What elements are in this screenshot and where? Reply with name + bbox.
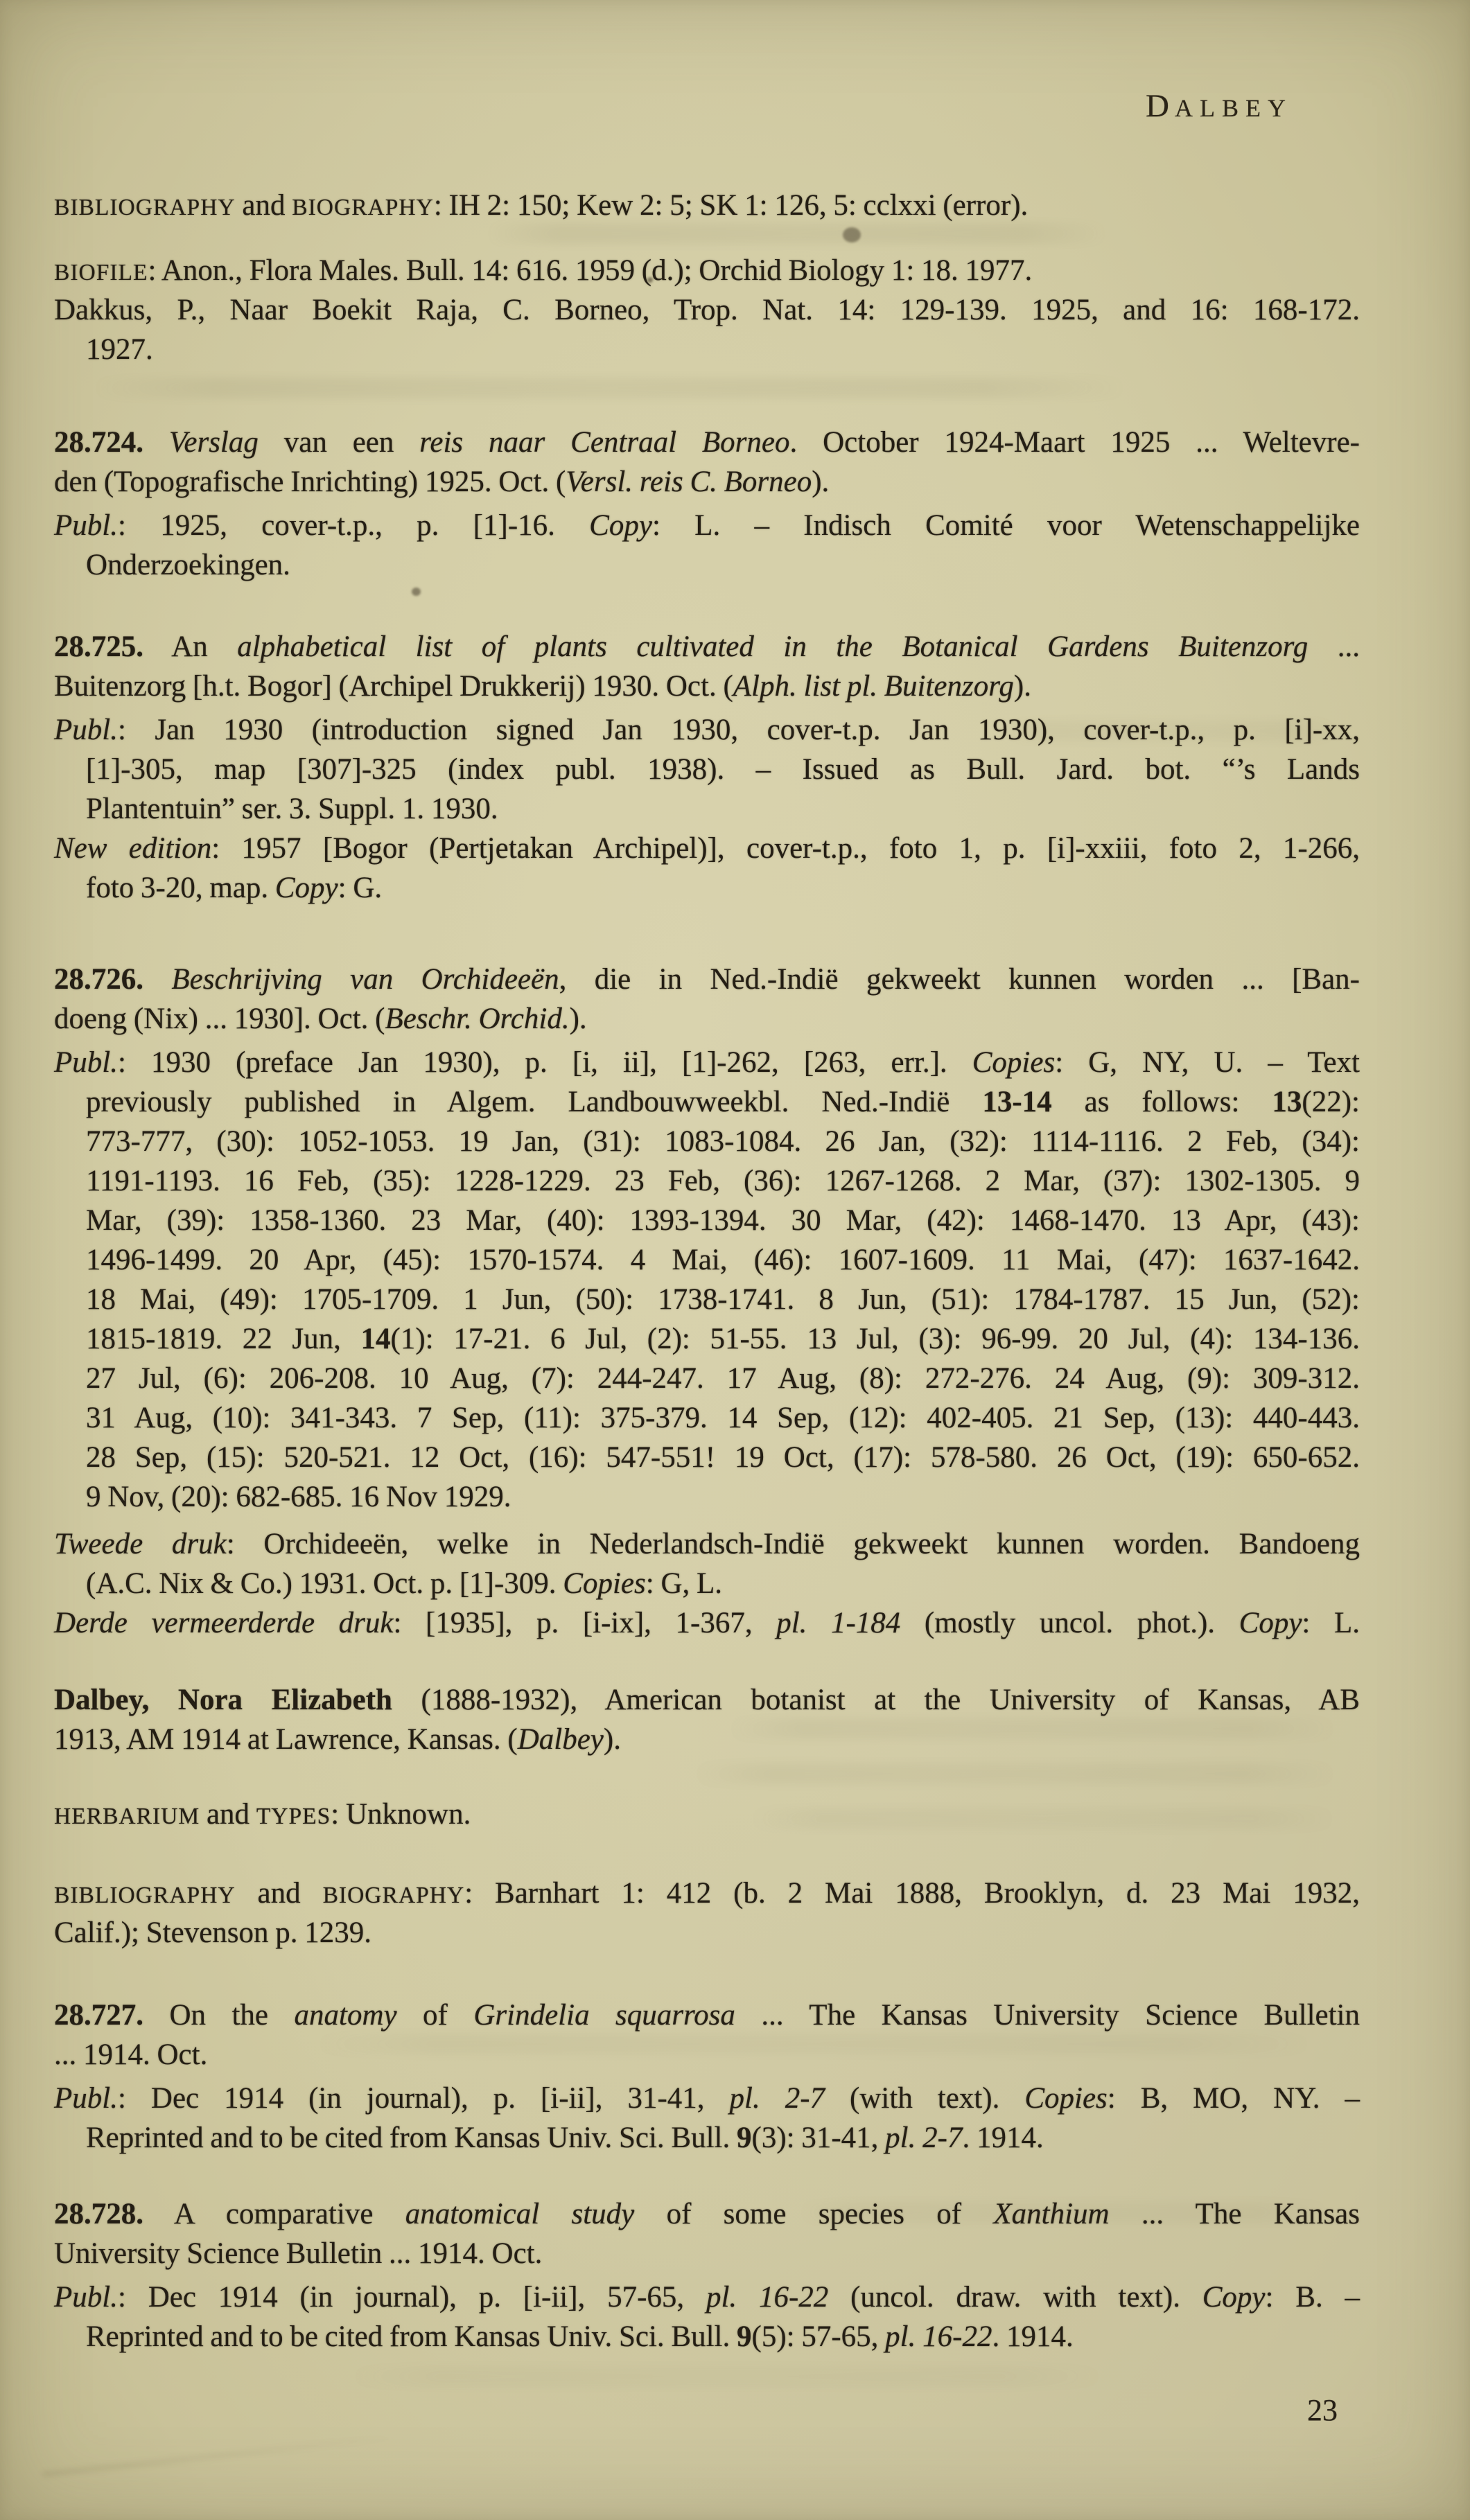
entry-28724-title-2: den (Topografische Inrichting) 1925. Oct. (Versl. reis C. Borneo). [54,466,830,498]
entry-28726-derde: Derde vermeerderde druk: [1935], p. [i-ix], 1-367, pl. 1-184 (mostly uncol. phot.). Copy: L. [54,1607,1360,1639]
page-number: 23 [1307,2393,1338,2427]
entry-28726-title-2: doeng (Nix) ... 1930]. Oct. (Beschr. Orchid.). [54,1003,587,1035]
entry-28726-publ-6: 1496-1499. 20 Apr, (45): 1570-1574. 4 Mai, (46): 1607-1609. 11 Mai, (47): 1637-1642. [86,1244,1360,1276]
entry-28726-publ-2: previously published in Algem. Landbouwweekbl. Ned.-Indië 13-14 as follows: 13(22): [86,1086,1360,1118]
entry-28724-publ-2: Onderzoekingen. [86,549,290,581]
entry-28726-publ-8: 1815-1819. 22 Jun, 14(1): 17-21. 6 Jul, (2): 51-55. 13 Jul, (3): 96-99. 20 Jul, (4): 134-136. [86,1323,1360,1355]
running-head-rest: ALBEY [1175,94,1293,122]
entry-28728-publ-1: Publ.: Dec 1914 (in journal), p. [i-ii], 57-65, pl. 16-22 (uncol. draw. with text). Copy: B. – [54,2281,1360,2314]
entry-28724-publ-1: Publ.: 1925, cover-t.p., p. [1]-16. Copy: L. – Indisch Comité voor Wetenschappelijke [54,509,1360,542]
entry-28726-publ-7: 18 Mai, (49): 1705-1709. 1 Jun, (50): 1738-1741. 8 Jun, (51): 1784-1787. 15 Jun, (52): [86,1283,1360,1316]
herbarium-line: HERBARIUM and TYPES: Unknown. [54,1798,471,1831]
entry-28726-title-1: 28.726. Beschrijving van Orchideeën, die in Ned.-Indië gekweekt kunnen worden ... [Ban- [54,963,1360,996]
entry-28725-publ-2: [1]-305, map [307]-325 (index publ. 1938). – Issued as Bull. Jard. bot. “’s Lands [86,753,1360,786]
entry-28727-title-2: ... 1914. Oct. [54,2038,208,2071]
entry-28725-newed-1: New edition: 1957 [Bogor (Pertjetakan Archipel)], cover-t.p., foto 1, p. [i]-xxiii, foto 2, 1-266, [54,832,1360,865]
biofile-line-2: Dakkus, P., Naar Boekit Raja, C. Borneo, Trop. Nat. 14: 129-139. 1925, and 16: 168-172. [54,294,1360,326]
person-dalbey-line-2: 1913, AM 1914 at Lawrence, Kansas. (Dalbey). [54,1723,621,1756]
entry-28726-tweede-2: (A.C. Nix & Co.) 1931. Oct. p. [1]-309. Copies: G, L. [86,1567,723,1600]
bibliography-line: BIBLIOGRAPHY and BIOGRAPHY: IH 2: 150; Kew 2: 5; SK 1: 126, 5: cclxxi (error). [54,189,1029,222]
entry-28727-publ-2: Reprinted and to be cited from Kansas Univ. Sci. Bull. 9(3): 31-41, pl. 2-7. 1914. [86,2122,1044,2154]
entry-28726-publ-1: Publ.: 1930 (preface Jan 1930), p. [i, ii], [1]-262, [263, err.]. Copies: G, NY, U. – Text [54,1046,1360,1079]
entry-28728-title-1: 28.728. A comparative anatomical study of some species of Xanthium ... The Kansas [54,2198,1360,2230]
entry-28726-publ-10: 31 Aug, (10): 341-343. 7 Sep, (11): 375-379. 14 Sep, (12): 402-405. 21 Sep, (13): 440-443. [86,1402,1360,1434]
entry-28728-publ-2: Reprinted and to be cited from Kansas Univ. Sci. Bull. 9(5): 57-65, pl. 16-22. 1914. [86,2320,1074,2353]
entry-28726-publ-4: 1191-1193. 16 Feb, (35): 1228-1229. 23 Feb, (36): 1267-1268. 2 Mar, (37): 1302-1305. 9 [86,1165,1360,1197]
biofile-line-1: BIOFILE: Anon., Flora Males. Bull. 14: 616. 1959 (d.); Orchid Biology 1: 18. 1977. [54,254,1033,287]
bibliography2-line-2: Calif.); Stevenson p. 1239. [54,1917,372,1949]
person-dalbey-line-1: Dalbey, Nora Elizabeth (1888-1932), American botanist at the University of Kansas, AB [54,1684,1360,1716]
entry-28726-publ-5: Mar, (39): 1358-1360. 23 Mar, (40): 1393-1394. 30 Mar, (42): 1468-1470. 13 Apr, (43): [86,1204,1360,1237]
entry-28725-publ-1: Publ.: Jan 1930 (introduction signed Jan 1930, cover-t.p. Jan 1930), cover-t.p., p. [i]-xx, [54,714,1360,746]
entry-28725-newed-2: foto 3-20, map. Copy: G. [86,872,383,904]
entry-28726-publ-11: 28 Sep, (15): 520-521. 12 Oct, (16): 547-551! 19 Oct, (17): 578-580. 26 Oct, (19): 650-652. [86,1441,1360,1474]
entry-28726-publ-9: 27 Jul, (6): 206-208. 10 Aug, (7): 244-247. 17 Aug, (8): 272-276. 24 Aug, (9): 309-312. [86,1362,1360,1395]
entry-28727-title-1: 28.727. On the anatomy of Grindelia squarrosa ... The Kansas University Science Bulletin [54,1999,1360,2032]
bibliography2-line-1: BIBLIOGRAPHY and BIOGRAPHY: Barnhart 1: 412 (b. 2 Mai 1888, Brooklyn, d. 23 Mai 1932, [54,1877,1360,1910]
entry-28727-publ-1: Publ.: Dec 1914 (in journal), p. [i-ii], 31-41, pl. 2-7 (with text). Copies: B, MO, NY. – [54,2082,1360,2115]
text-column [54,0,1360,2520]
entry-28726-publ-3: 773-777, (30): 1052-1053. 19 Jan, (31): 1083-1084. 26 Jan, (32): 1114-1116. 2 Feb, (34): [86,1125,1360,1158]
entry-28725-publ-3: Plantentuin” ser. 3. Suppl. 1. 1930. [86,793,498,825]
entry-28724-title-1: 28.724. Verslag van een reis naar Centraal Borneo. October 1924-Maart 1925 ... Weltevre- [54,426,1360,459]
entry-28725-title-1: 28.725. An alphabetical list of plants cultivated in the Botanical Gardens Buitenzorg ... [54,631,1360,663]
running-head-initial: D [1146,88,1175,124]
entry-28726-tweede-1: Tweede druk: Orchideeën, welke in Nederlandsch-Indië gekweekt kunnen worden. Bandoeng [54,1528,1360,1560]
entry-28728-title-2: University Science Bulletin ... 1914. Oct. [54,2237,543,2270]
entry-28726-publ-12: 9 Nov, (20): 682-685. 16 Nov 1929. [86,1481,511,1513]
biofile-line-3: 1927. [86,333,153,366]
entry-28725-title-2: Buitenzorg [h.t. Bogor] (Archipel Drukkerij) 1930. Oct. (Alph. list pl. Buitenzorg). [54,670,1031,703]
